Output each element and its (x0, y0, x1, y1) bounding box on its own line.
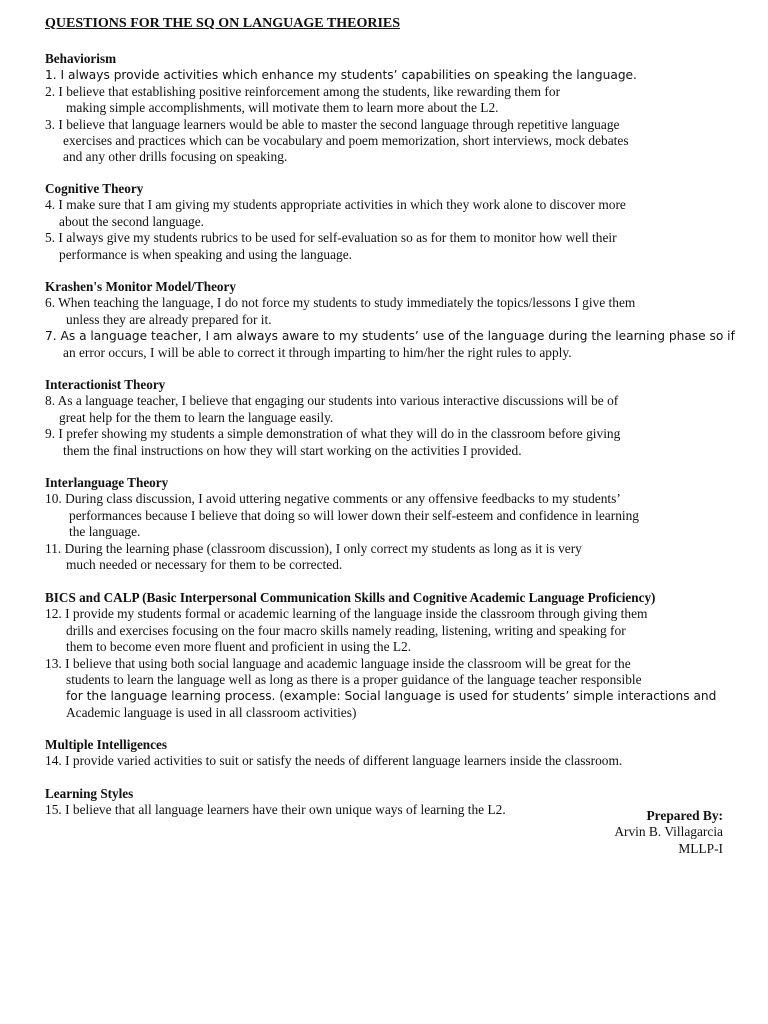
section-bics-and-calp (45, 590, 735, 721)
question-line: 9. I prefer showing my students a simple demonstration of what they will do in the classroom before giving (45, 426, 621, 442)
section-title: Learning Styles (45, 786, 134, 801)
section-title: Interlanguage Theory (45, 475, 169, 490)
question-line: 11. During the learning phase (classroom discussion), I only correct my students as long as it is very (45, 540, 582, 556)
question-line: 15. I believe that all language learners have their own unique ways of learning the L2. (45, 802, 506, 818)
question-line: much needed or necessary for them to be corrected. (66, 557, 343, 573)
question-line: 6. When teaching the language, I do not force my students to study immediately the topics/lessons I give them (45, 295, 636, 311)
question-line: 3. I believe that language learners would be able to master the second language through repetitive language (45, 116, 620, 132)
author-name: Arvin B. Villagarcia (614, 824, 723, 840)
question-line: performances because I believe that doing so will lower down their self-esteem and confidence in learning (69, 507, 640, 523)
section-title: Multiple Intelligences (45, 737, 167, 752)
section-cognitive-theory (45, 181, 735, 263)
question-item (45, 491, 735, 540)
question-line: 10. During class discussion, I avoid uttering negative comments or any offensive feedbacks to my students’ (45, 491, 621, 507)
question-line: making simple accomplishments, will motivate them to learn more about the L2. (66, 100, 499, 116)
section-title: Interactionist Theory (45, 377, 166, 392)
section-multiple-intelligences (45, 737, 735, 770)
author-program: MLLP-I (678, 840, 723, 856)
section-title: BICS and CALP (Basic Interpersonal Communication Skills and Cognitive Academic Language Proficiency) (45, 590, 656, 605)
question-line: exercises and practices which can be vocabulary and poem memorization, short interviews, mock debates (63, 133, 629, 149)
question-line: 12. I provide my students formal or academic learning of the language inside the classroom through giving them (45, 606, 648, 622)
section-behaviorism (45, 51, 735, 166)
question-item (45, 84, 735, 117)
question-line: an error occurs, I will be able to correct it through imparting to him/her the right rules to apply. (63, 344, 572, 360)
section-krashen-monitor-model (45, 279, 735, 361)
section-title: Krashen's Monitor Model/Theory (45, 279, 236, 294)
question-line: Academic language is used in all classroom activities) (66, 704, 357, 720)
question-item (45, 606, 735, 655)
question-line: them to become even more fluent and proficient in using the L2. (66, 639, 412, 655)
question-line: 14. I provide varied activities to suit or satisfy the needs of different language learners inside the classroom. (45, 753, 623, 769)
question-line: for the language learning process. (example: Social language is used for students’ simple interactions and (66, 689, 717, 704)
question-line: students to learn the language well as long as there is a proper guidance of the language teacher responsible (66, 672, 642, 688)
question-line: 1. I always provide activities which enhance my students’ capabilities on speaking the language. (45, 68, 637, 83)
question-line: 4. I make sure that I am giving my students appropriate activities in which they work alone to discover more (45, 197, 626, 213)
question-line: great help for the them to learn the language easily. (59, 409, 334, 425)
document-title: QUESTIONS FOR THE SQ ON LANGUAGE THEORIES (45, 16, 401, 31)
question-line: them the final instructions on how they will start working on the activities I provided. (63, 442, 522, 458)
section-interlanguage-theory (45, 475, 735, 573)
prepared-by-label: Prepared By: (646, 808, 723, 823)
question-line: 5. I always give my students rubrics to be used for self-evaluation so as for them to monitor how well their (45, 230, 617, 246)
question-line: 13. I believe that using both social language and academic language inside the classroom will be great for the (45, 655, 631, 671)
question-item (45, 328, 735, 361)
question-item (45, 541, 735, 574)
question-item (45, 426, 735, 459)
question-item (45, 753, 735, 769)
question-line: 2. I believe that establishing positive reinforcement among the students, like rewarding them for (45, 83, 561, 99)
prepared-by-block (614, 808, 723, 857)
question-item (45, 67, 735, 83)
section-title: Cognitive Theory (45, 181, 144, 196)
question-line: the language. (69, 524, 141, 540)
question-line: about the second language. (59, 213, 205, 229)
question-item (45, 117, 735, 166)
question-item (45, 295, 735, 328)
question-line: drills and exercises focusing on the four macro skills namely reading, listening, writing and speaking for (66, 622, 626, 638)
section-interactionist-theory (45, 377, 735, 459)
question-item (45, 656, 735, 722)
question-line: 7. As a language teacher, I am always aware to my students’ use of the language during the learning phase so if (45, 329, 735, 344)
question-item (45, 393, 735, 426)
section-title: Behaviorism (45, 51, 117, 66)
question-line: performance is when speaking and using the language. (59, 246, 353, 262)
question-line: 8. As a language teacher, I believe that engaging our students into various interactive discussions will be of (45, 393, 619, 409)
question-item (45, 230, 735, 263)
question-line: unless they are already prepared for it. (66, 311, 272, 327)
question-item (45, 197, 735, 230)
question-line: and any other drills focusing on speaking. (63, 149, 288, 165)
